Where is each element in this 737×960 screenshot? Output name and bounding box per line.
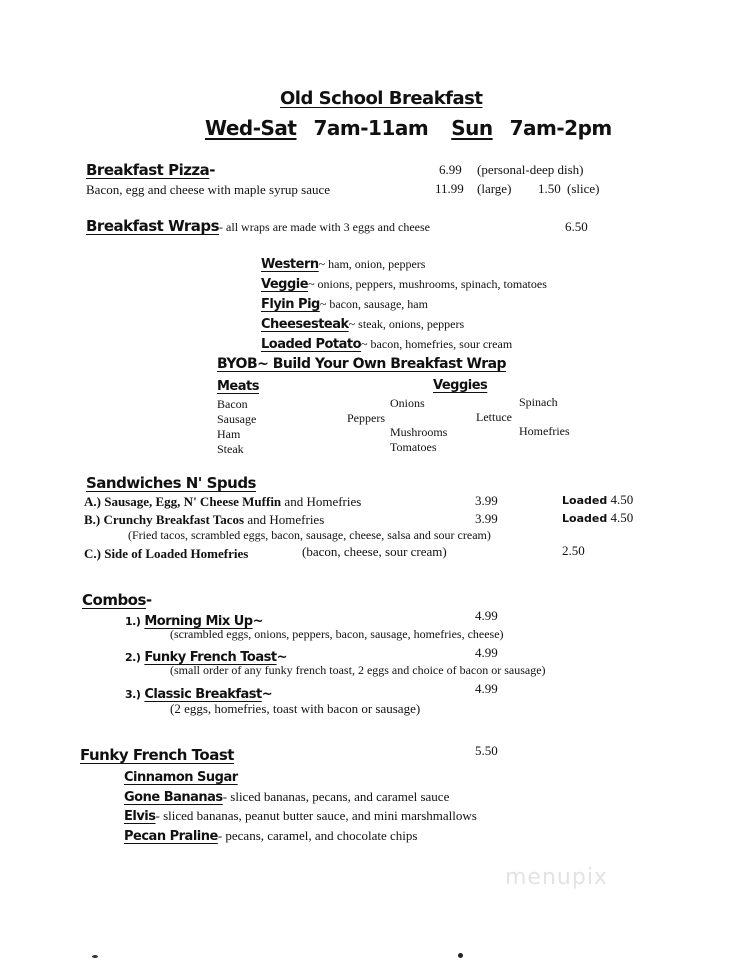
sandwich-loaded bbox=[562, 492, 633, 508]
wrap-item bbox=[261, 317, 464, 332]
wraps-price: 6.50 bbox=[565, 219, 588, 234]
sandwich-item-a bbox=[84, 494, 361, 510]
wrap-name: Cheesesteak bbox=[261, 317, 349, 332]
french-toast-item bbox=[124, 769, 238, 785]
loaded-price: 4.50 bbox=[610, 492, 634, 507]
french-toast-name: Elvis bbox=[124, 809, 156, 824]
wrap-desc: ~ bacon, sausage, ham bbox=[319, 297, 428, 311]
french-toast-item bbox=[124, 789, 449, 805]
days-sun: Sun bbox=[451, 116, 493, 140]
french-toast-title: Funky French Toast bbox=[80, 746, 234, 764]
wrap-item bbox=[261, 257, 425, 272]
meat-option: Sausage bbox=[217, 412, 257, 426]
pizza-dash: - bbox=[209, 161, 216, 179]
combo-tilde: ~ bbox=[261, 687, 273, 702]
combo-desc: (2 eggs, homefries, toast with bacon or sausage) bbox=[170, 701, 421, 716]
meats-label: Meats bbox=[217, 379, 259, 394]
veggie-option: Peppers bbox=[347, 411, 385, 425]
combos-dash: - bbox=[145, 591, 152, 609]
wrap-item bbox=[261, 297, 428, 312]
side-price: 2.50 bbox=[562, 543, 585, 558]
combo-name: Funky French Toast bbox=[144, 650, 277, 665]
combos-title: Combos bbox=[82, 591, 146, 609]
veggie-option: Tomatoes bbox=[390, 440, 437, 454]
combo-desc: (small order of any funky french toast, 2 eggs and choice of bacon or sausage) bbox=[170, 663, 546, 677]
sandwich-rest: and Homefries bbox=[281, 494, 362, 509]
menupix-watermark: menupix bbox=[505, 865, 608, 890]
pizza-price-personal: 6.99 bbox=[439, 162, 462, 177]
wraps-desc: - all wraps are made with 3 eggs and cheese bbox=[219, 220, 430, 234]
pizza-desc: Bacon, egg and cheese with maple syrup sauce bbox=[86, 182, 331, 197]
french-toast-desc: - sliced bananas, peanut butter sauce, and mini marshmallows bbox=[155, 808, 477, 823]
wrap-desc: ~ ham, onion, peppers bbox=[318, 257, 426, 271]
days-wed-sat: Wed-Sat bbox=[205, 116, 297, 140]
side-desc: (bacon, cheese, sour cream) bbox=[302, 544, 447, 559]
wraps-heading bbox=[86, 217, 430, 236]
wrap-item bbox=[261, 337, 512, 352]
french-toast-item bbox=[124, 808, 477, 824]
hours-line bbox=[205, 116, 612, 141]
pizza-price-large: 11.99 bbox=[435, 181, 464, 196]
meat-option: Steak bbox=[217, 442, 244, 456]
pizza-heading bbox=[86, 161, 215, 180]
pizza-price-slice: 1.50 bbox=[538, 181, 561, 196]
menu-title: Old School Breakfast bbox=[280, 88, 483, 109]
wrap-name: Loaded Potato bbox=[261, 337, 362, 352]
french-toast-name: Cinnamon Sugar bbox=[124, 770, 238, 785]
combo-price: 4.99 bbox=[475, 645, 498, 660]
wrap-name: Western bbox=[261, 257, 319, 272]
sandwich-rest: and Homefries bbox=[244, 512, 325, 527]
wrap-name: Flyin Pig bbox=[261, 297, 320, 312]
taco-note: (Fried tacos, scrambled eggs, bacon, sausage, cheese, salsa and sour cream) bbox=[128, 528, 491, 542]
pizza-title: Breakfast Pizza bbox=[86, 161, 210, 179]
wrap-name: Veggie bbox=[261, 277, 309, 292]
veggie-option: Lettuce bbox=[476, 410, 512, 424]
combo-name: Classic Breakfast bbox=[144, 687, 262, 702]
sandwich-item-b bbox=[84, 512, 324, 528]
combo-price: 4.99 bbox=[475, 608, 498, 623]
veggie-option: Mushrooms bbox=[390, 425, 448, 439]
scan-speck bbox=[458, 953, 463, 958]
pizza-size-large: (large) bbox=[477, 181, 512, 196]
combos-heading bbox=[82, 591, 152, 610]
veggie-option: Onions bbox=[390, 396, 425, 410]
combo-desc: (scrambled eggs, onions, peppers, bacon, sausage, homefries, cheese) bbox=[170, 627, 504, 641]
french-toast-desc: - sliced bananas, pecans, and caramel sauce bbox=[222, 789, 450, 804]
loaded-label: Loaded bbox=[562, 494, 608, 507]
pizza-size-slice: (slice) bbox=[567, 181, 600, 196]
loaded-price: 4.50 bbox=[610, 510, 634, 525]
wrap-desc: ~ bacon, homefries, sour cream bbox=[361, 337, 513, 351]
meat-option: Ham bbox=[217, 427, 241, 441]
combo-name: Morning Mix Up bbox=[144, 614, 253, 629]
combo-number: 3.) bbox=[125, 688, 141, 701]
wrap-desc: ~ onions, peppers, mushrooms, spinach, tomatoes bbox=[308, 277, 547, 291]
wrap-desc: ~ steak, onions, peppers bbox=[348, 317, 465, 331]
combo-price: 4.99 bbox=[475, 681, 498, 696]
hours-sun: 7am-2pm bbox=[509, 116, 612, 140]
veggie-option: Homefries bbox=[519, 424, 570, 438]
veggie-option: Spinach bbox=[519, 395, 558, 409]
sandwich-label: B.) Crunchy Breakfast Tacos bbox=[84, 512, 245, 527]
french-toast-price: 5.50 bbox=[475, 743, 498, 758]
wraps-title: Breakfast Wraps bbox=[86, 217, 220, 235]
pizza-size-personal: (personal-deep dish) bbox=[477, 162, 584, 177]
sandwich-price: 3.99 bbox=[475, 511, 498, 526]
byob-title: BYOB~ Build Your Own Breakfast Wrap bbox=[217, 356, 507, 372]
combo-number: 1.) bbox=[125, 615, 141, 628]
sandwich-label: A.) Sausage, Egg, N' Cheese Muffin bbox=[84, 494, 282, 509]
combo-tilde: ~ bbox=[252, 614, 264, 629]
sandwiches-title: Sandwiches N' Spuds bbox=[86, 474, 256, 492]
sandwich-loaded bbox=[562, 510, 633, 526]
sandwich-price: 3.99 bbox=[475, 493, 498, 508]
meat-option: Bacon bbox=[217, 397, 248, 411]
side-label: C.) Side of Loaded Homefries bbox=[84, 546, 249, 561]
combo-number: 2.) bbox=[125, 651, 141, 664]
french-toast-name: Gone Bananas bbox=[124, 790, 223, 805]
french-toast-item bbox=[124, 828, 417, 844]
hours-wed-sat: 7am-11am bbox=[313, 116, 429, 140]
wrap-item bbox=[261, 277, 547, 292]
loaded-label: Loaded bbox=[562, 512, 608, 525]
french-toast-name: Pecan Praline bbox=[124, 829, 218, 844]
french-toast-desc: - pecans, caramel, and chocolate chips bbox=[217, 828, 418, 843]
scan-speck bbox=[92, 955, 98, 958]
veggies-label: Veggies bbox=[433, 378, 488, 393]
combo-tilde: ~ bbox=[276, 650, 287, 665]
